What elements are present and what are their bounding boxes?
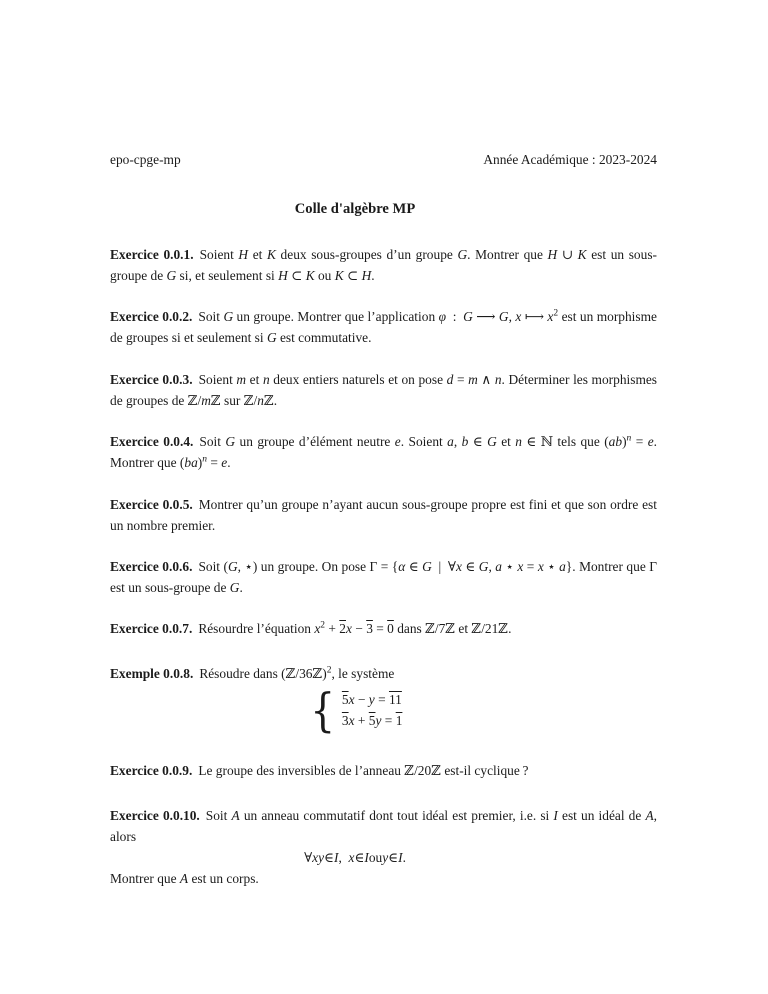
math-run: G [422,559,432,574]
math-run: A [231,808,240,823]
text-run: Résoudre dans (ℤ/36ℤ) [199,666,327,681]
exercise-body [198,763,528,778]
equation-system [110,683,600,737]
text-run: Soit [205,808,232,823]
exercise-block-3 [110,369,657,411]
math-run: 3 [366,621,373,636]
math-run: K [577,247,587,262]
header-right: Année Académique : 2023-2024 [483,152,657,167]
text-run: + [354,713,369,728]
math-run: G [227,559,238,574]
exercise-label: Exercice 0.0.1. [110,247,194,262]
document-header [110,151,657,168]
exercise-paragraph [110,618,657,639]
text-run: . [402,850,406,865]
math-run: φ [438,309,447,324]
exercise-paragraph [110,805,657,847]
math-run: y [382,850,389,865]
exercise-block-1 [110,244,657,286]
text-run: − [351,621,367,636]
text-run: si, et seulement si [176,268,279,283]
exercise-block-9 [110,760,657,781]
math-run: x [348,850,355,865]
text-run: Le groupe des inversibles de l’anneau ℤ/20ℤ est-il cyclique ? [198,763,529,778]
system-brace: { [309,683,335,737]
exercise-label: Exercice 0.0.10. [110,808,200,823]
math-run: n [257,393,264,408]
page-title: Colle d'algèbre MP [294,201,416,217]
exercise-label: Exercice 0.0.4. [110,434,194,449]
math-run: y [368,692,375,707]
text-run: . [239,580,243,595]
math-run: n [515,434,522,449]
text-run: un groupe d’élément neutre [235,434,395,449]
text-run: }. Montrer que Γ est un sous-groupe de [110,559,657,595]
text-run: , ⋆) un groupe. On pose Γ = { [237,559,399,574]
math-run: 1 [395,713,403,728]
text-run: est un morphisme de groupes si et seulement si [110,309,657,345]
text-run: ∈ [405,559,423,574]
math-run: a [559,559,566,574]
math-run: m [236,372,247,387]
text-run: ⊂ [287,268,306,283]
text-run: est un sous-groupe de [110,247,657,283]
exercise-label: Exercice 0.0.6. [110,559,193,574]
math-run: G [463,309,473,324]
text-run: − [354,692,369,707]
math-run: x [455,559,462,574]
text-run: = [631,434,648,449]
text-run: = [374,692,389,707]
math-run: 5 [368,713,376,728]
text-run: ⋆ [502,559,518,574]
exercise-block-2 [110,306,657,348]
math-run: G [498,309,509,324]
text-run: Résourdre l’équation [198,621,315,636]
exercise-paragraph [110,760,657,781]
text-run: est commutative. [276,330,372,345]
math-run: x [547,309,554,324]
math-run: G [166,268,177,283]
math-run: x [346,621,352,636]
text-run: = [372,621,388,636]
math-run: 3 [341,713,349,728]
math-run: a [495,559,502,574]
exercise-block-10 [110,805,657,889]
text-run: ∈ [388,850,399,865]
text-run: ∈ [354,850,365,865]
text-run: , le système [331,666,395,681]
exercise-paragraph [110,369,657,411]
math-run: K [334,268,344,283]
text-run: ℤ. [263,393,278,408]
math-run: m [201,393,211,408]
math-run: e [394,434,401,449]
math-run: x [515,309,522,324]
text-run: ⟶ [472,309,499,324]
math-run: a [447,434,454,449]
text-run: ℤ sur ℤ/ [210,393,258,408]
math-run: I [553,808,558,823]
math-run: H [238,247,249,262]
text-run: ou [368,850,383,865]
text-run: ou [314,268,335,283]
math-run: G [223,309,234,324]
text-run: , [488,559,496,574]
exercise-block-7 [110,618,657,639]
text-run: ∀ [304,850,313,865]
math-run: m [468,372,478,387]
text-run: ⊂ [343,268,362,283]
math-run: G [487,434,497,449]
text-run: est un corps. [188,871,259,886]
math-run: e [647,434,654,449]
math-run: I [333,850,339,865]
exercise-body [199,666,394,681]
math-run: e [221,455,228,470]
text-run: deux sous-groupes d’un groupe [275,247,458,262]
math-run: G [225,434,236,449]
text-run: ) [622,434,627,449]
text-run: . [227,455,231,470]
text-run: et [246,372,263,387]
text-run: ∈ ℕ tels que ( [522,434,609,449]
math-run: G [229,580,240,595]
text-run: ∪ [557,247,578,262]
text-run: . Montrer que ( [110,434,657,470]
math-run: x [348,692,355,707]
exercise-block-5 [110,494,657,536]
text-run: Soit [199,434,226,449]
math-run: K [305,268,315,283]
math-run: d [446,372,454,387]
text-run: ∈ [468,434,488,449]
math-run: 2 [320,620,326,631]
math-run: α [398,559,406,574]
text-run: et [496,434,516,449]
text-run: | ∀ [431,559,456,574]
exercise-label: Exercice 0.0.3. [110,372,193,387]
math-run: y [375,713,382,728]
math-run: 2 [326,665,332,676]
text-run: Soient [199,247,239,262]
exercise-block-8 [110,663,657,737]
math-run: H [547,247,558,262]
text-run: deux entiers naturels et on pose [269,372,447,387]
math-run: b [461,434,469,449]
system-line [342,710,403,731]
text-run: Soit [198,309,224,324]
exercise-paragraph [110,431,657,473]
text-run: et [248,247,267,262]
text-run: = [206,455,222,470]
text-run: . Déterminer les morphismes de groupes de ℤ/ [110,372,658,408]
exercise-block-4 [110,431,657,473]
text-run: Soient [198,372,237,387]
text-run: : [446,309,464,324]
text-run: un groupe. Montrer que l’application [233,309,439,324]
exercise-body [198,621,511,636]
math-run: 11 [388,692,402,707]
math-run: 2 [339,621,346,636]
math-run: 0 [387,621,394,636]
text-run: ∈ [461,559,479,574]
text-run: un anneau commutatif dont tout idéal est premier, i.e. si [239,808,554,823]
text-run: = [523,559,538,574]
math-run: I [364,850,369,865]
math-run: A [179,871,189,886]
text-run: , [453,434,462,449]
display-equation [110,847,600,868]
exercise-paragraph-after [110,868,657,889]
text-run: . Soient [400,434,448,449]
math-run: n [262,372,270,387]
math-run: 5 [341,692,349,707]
text-run: = [381,713,396,728]
text-run: Soit ( [198,559,228,574]
exercise-label: Exercice 0.0.2. [110,309,193,324]
text-run: Montrer qu’un groupe n’ayant aucun sous-groupe propre est fini et que son ordre est un nombre premier. [110,497,657,533]
text-run: . [371,268,375,283]
math-run: G [478,559,489,574]
text-run: est un idéal de [557,808,646,823]
text-run: ) [197,455,203,470]
math-run: n [494,372,502,387]
math-run: 2 [553,308,559,319]
text-run: , [338,850,349,865]
exercise-label: Exemple 0.0.8. [110,666,194,681]
math-run: xy [312,850,325,865]
text-run: , [508,309,516,324]
text-run: + [325,621,340,636]
math-run: n [202,454,207,465]
text-run: ⋆ [543,559,560,574]
math-run: A [645,808,654,823]
exercise-body [110,559,657,595]
math-run: I [398,850,403,865]
exercise-paragraph [110,244,657,286]
exercise-paragraph [110,306,657,348]
exercise-label: Exercice 0.0.7. [110,621,193,636]
exercise-paragraph [110,494,657,536]
math-run: x [314,621,321,636]
text-run: ⟼ [521,309,548,324]
math-run: H [361,268,372,283]
math-run: x [537,559,544,574]
header-left: epo-cpge-mp [110,152,181,167]
system-lines [342,689,403,731]
exercise-block-6 [110,556,657,598]
math-run: x [517,559,524,574]
text-run: . Montrer que [467,247,548,262]
text-run: , alors [110,808,657,844]
text-run: ∈ [324,850,334,865]
text-run: dans ℤ/7ℤ et ℤ/21ℤ. [393,621,512,636]
exercise-paragraph [110,556,657,598]
math-run: ba [184,455,198,470]
exercise-body [110,309,657,345]
text-run: ∧ [477,372,495,387]
math-run: H [278,268,288,283]
math-run: G [266,330,277,345]
math-run: ab [608,434,623,449]
system-line [342,689,403,710]
math-run: G [457,247,468,262]
math-run: x [348,713,355,728]
text-run: Montrer que [110,871,180,886]
exercise-label: Exercice 0.0.5. [110,497,193,512]
exercise-paragraph [110,663,657,684]
math-run: K [267,247,276,262]
math-run: n [626,433,632,444]
exercise-label: Exercice 0.0.9. [110,763,193,778]
text-run: = [453,372,469,387]
